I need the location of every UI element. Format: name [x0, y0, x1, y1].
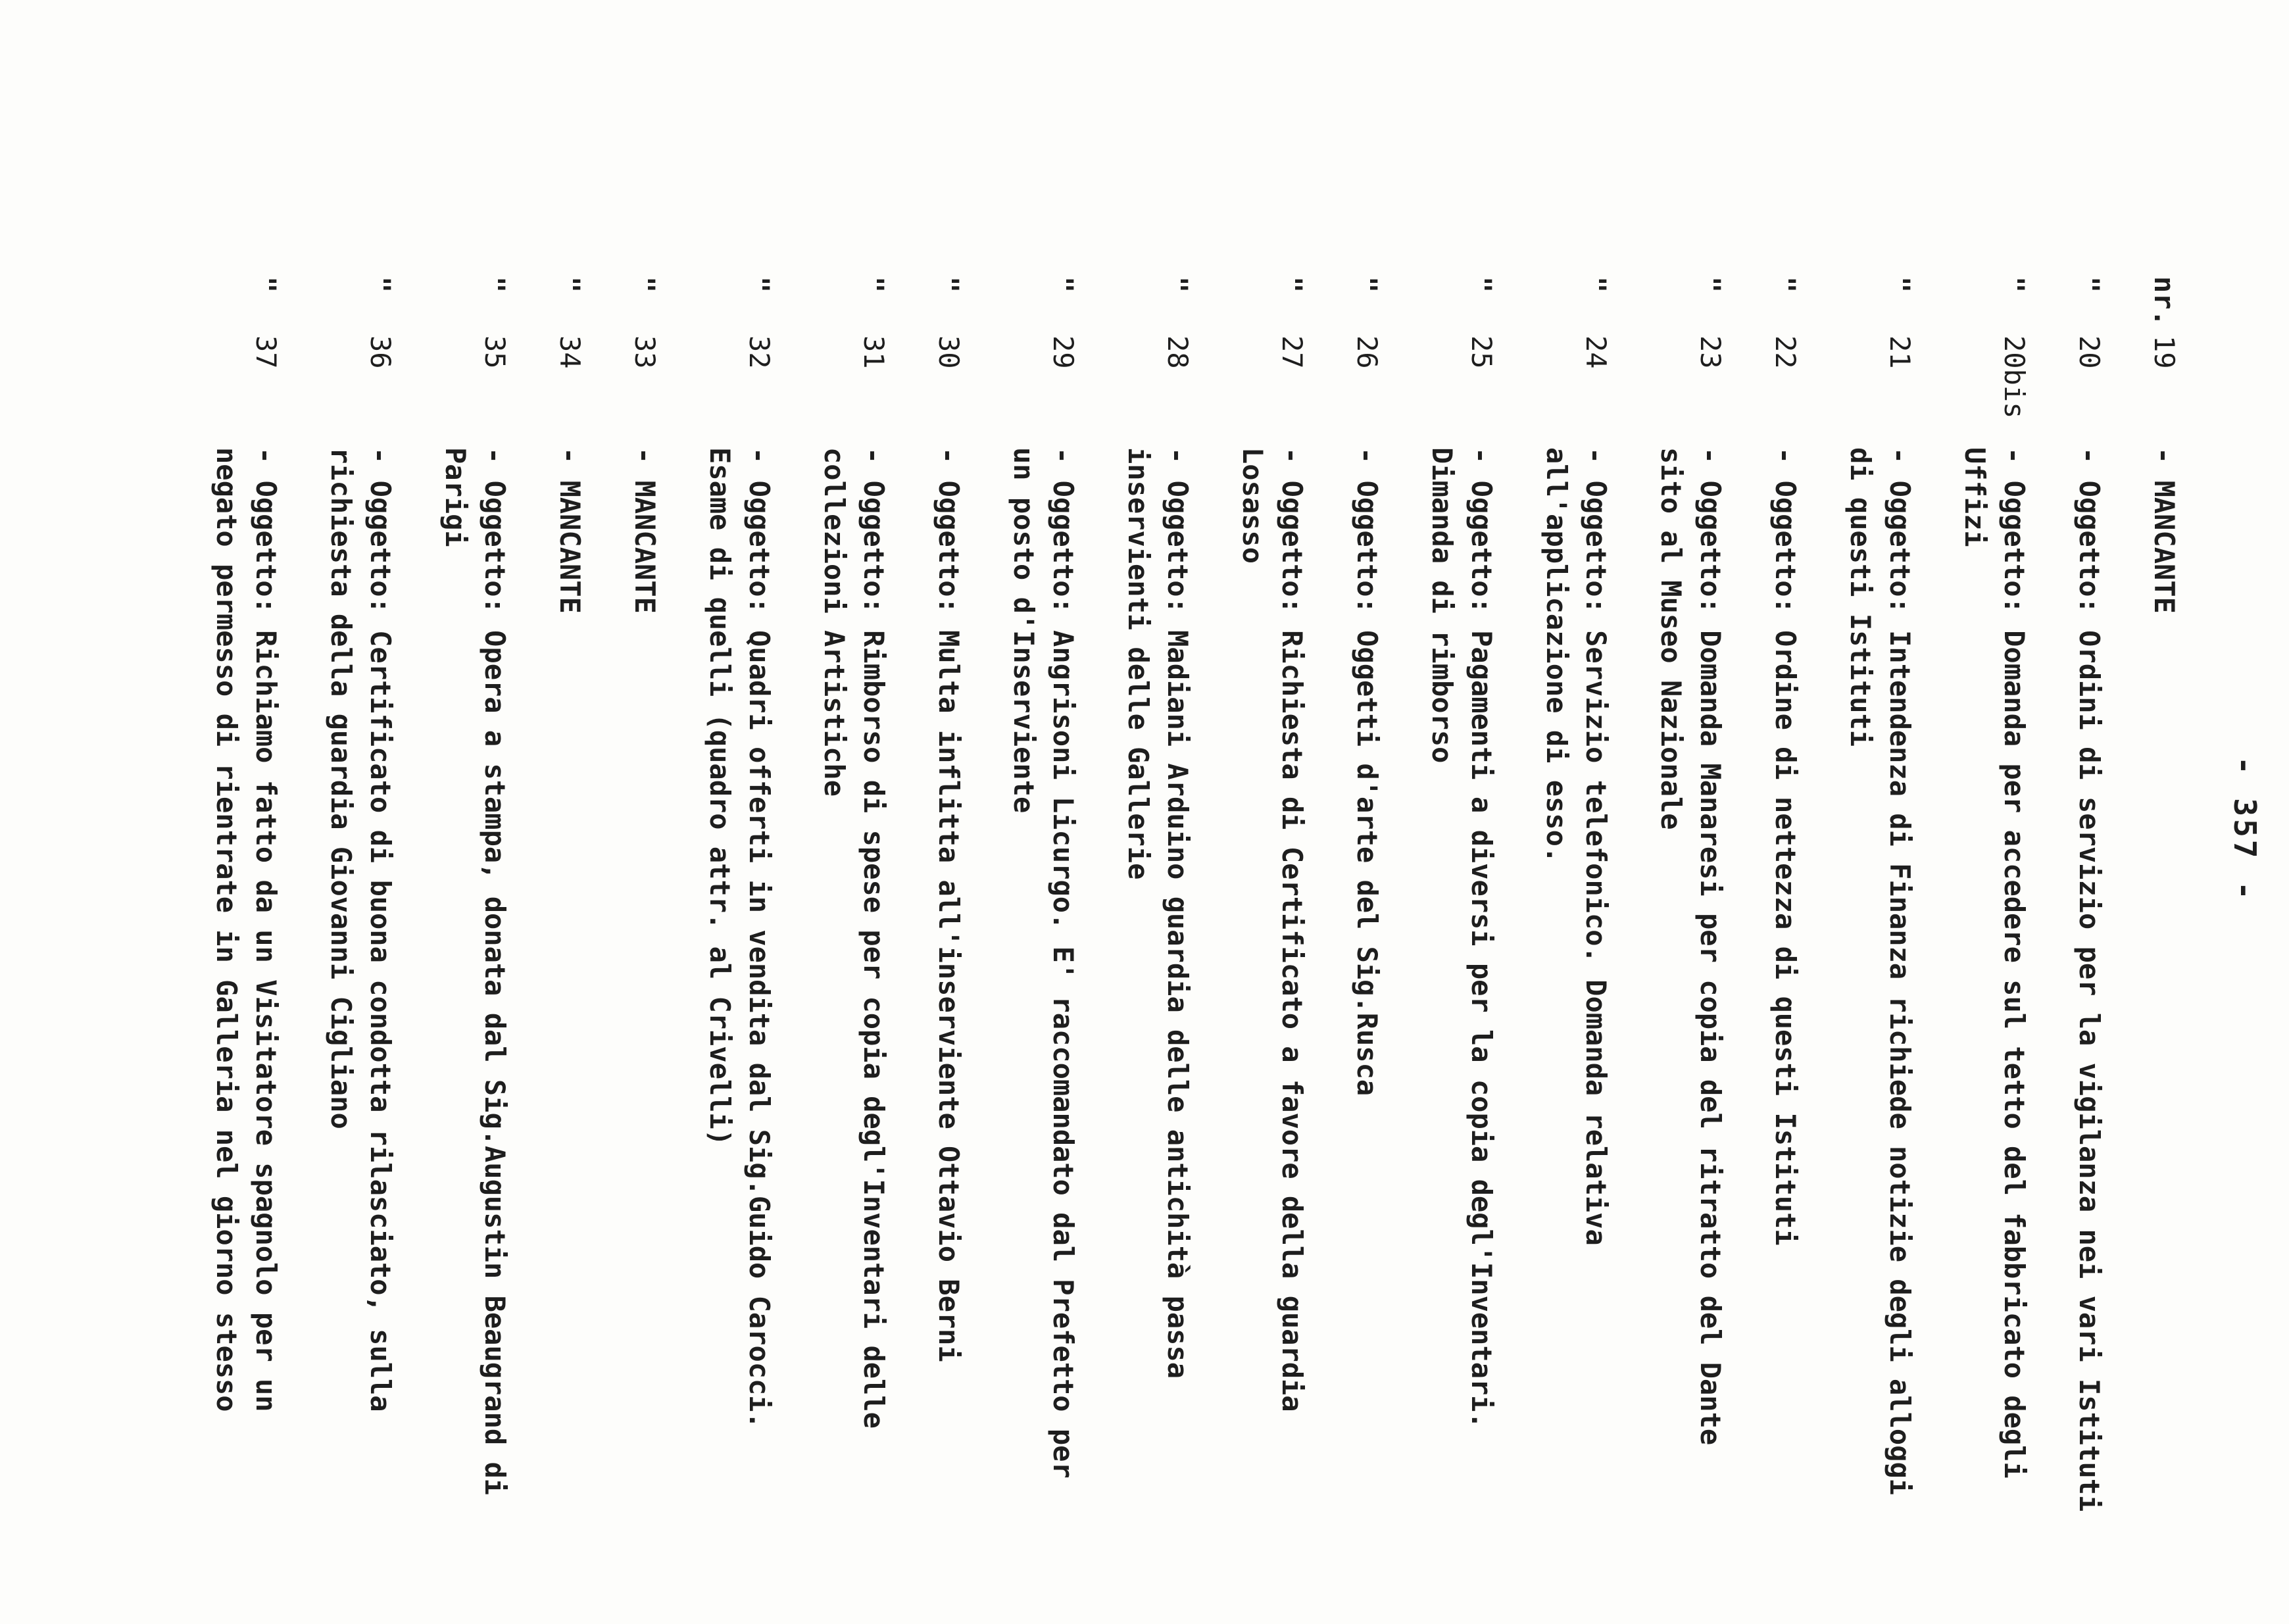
entry-mark: " — [479, 276, 511, 293]
entry-mark: nr. — [2148, 276, 2180, 326]
entry-mark: " — [629, 276, 661, 293]
entry-number: 25 — [1465, 335, 1498, 369]
entry-25 — [1422, 276, 1501, 1526]
entry-22 — [1765, 276, 1805, 1526]
entry-20bis — [1955, 276, 2034, 1526]
entry-text: - Oggetto: Domanda Manaresi per copia del ritratto del Dante sito al Museo Nazionale — [1655, 447, 1727, 1446]
entry-20 — [2069, 276, 2109, 1526]
entry-text: - Oggetto: Intendenza di Finanza richiede notizie degli alloggi di questi Istituti — [1844, 447, 1916, 1496]
entry-mark: " — [1694, 276, 1727, 293]
entry-mark: " — [743, 276, 775, 293]
entry-number: 36 — [364, 335, 397, 369]
entry-23 — [1651, 276, 1730, 1526]
entry-text: - Oggetto: Quadri offerti in vendita dal Sig.Guido Carocci. Esame di quelli (quadro attr. al Crivelli) — [704, 447, 775, 1429]
entry-mark: " — [933, 276, 965, 293]
entry-number: 33 — [629, 335, 661, 369]
entry-number: 29 — [1047, 335, 1079, 369]
entry-number: 24 — [1580, 335, 1612, 369]
entry-text: - Oggetto: Ordini di servizio per la vigilanza nei vari Istituti — [2073, 447, 2105, 1512]
entry-text: - MANCANTE — [629, 447, 661, 614]
entry-mark: " — [364, 276, 397, 293]
entry-26 — [1347, 276, 1387, 1526]
entry-34 — [550, 276, 589, 1526]
entry-mark: " — [1884, 276, 1916, 293]
entry-number: 30 — [933, 335, 965, 369]
entry-text: - Oggetto: Opera a stampa, donata dal Sig.Augustin Beaugrand di Parigi — [439, 447, 511, 1496]
entry-mark: " — [1580, 276, 1612, 293]
entry-text: - Oggetto: Servizio telefonico. Domanda relativa all'applicazione di esso. — [1540, 447, 1612, 1246]
entry-33 — [625, 276, 664, 1526]
entry-mark: " — [1162, 276, 1194, 293]
entry-27 — [1233, 276, 1312, 1526]
entry-mark: " — [1351, 276, 1383, 293]
entry-mark: " — [858, 276, 890, 293]
entry-number: 23 — [1694, 335, 1727, 369]
entry-35 — [435, 276, 514, 1526]
entry-text: - Oggetto: Angrisoni Licurgo. E' raccomandato dal Prefetto per un posto d'Inserviente — [1008, 447, 1079, 1479]
entry-37 — [207, 276, 285, 1526]
entry-text: - Oggetto: Richiesta di Certificato a favore della guardia Losasso — [1237, 447, 1308, 1412]
entry-text: - Oggetto: Multa inflitta all'inserviente Ottavio Berni — [933, 447, 965, 1362]
entry-mark: " — [1465, 276, 1498, 293]
entry-mark: " — [554, 276, 586, 293]
entry-31 — [814, 276, 893, 1526]
entry-number: 31 — [858, 335, 890, 369]
entry-number: 32 — [743, 335, 775, 369]
entry-mark: " — [1769, 276, 1802, 293]
entry-mark: " — [2073, 276, 2105, 293]
entry-mark: " — [1998, 276, 2031, 293]
entry-number: 28 — [1162, 335, 1194, 369]
page-number: - 357 - — [2227, 756, 2263, 902]
entry-mark: " — [250, 276, 282, 293]
entry-number: 35 — [479, 335, 511, 369]
entry-number: 22 — [1769, 335, 1802, 369]
entry-text: - Oggetto: Domanda per accedere sul tetto del fabbricato degli Uffizi — [1959, 447, 2031, 1479]
entry-number: 20bis — [1998, 335, 2031, 419]
entry-text: - Oggetto: Madiani Arduino guardia delle antichità passa inservienti delle Gallerie — [1122, 447, 1194, 1379]
entry-list — [171, 276, 2184, 1526]
entry-mark: " — [1276, 276, 1308, 293]
entry-number: 34 — [554, 335, 586, 369]
entry-text: - Oggetto: Rimborso di spese per copia degl'Inventari delle collezioni Artistiche — [818, 447, 890, 1429]
entry-21 — [1840, 276, 1919, 1526]
entry-number: 27 — [1276, 335, 1308, 369]
entry-29 — [1004, 276, 1083, 1526]
entry-text: - Oggetto: Richiamo fatto da un Visitatore spagnolo per un negato permesso di rientrate in Galleria nel giorno stesso — [210, 447, 282, 1412]
entry-text: - Oggetto: Certificato di buona condotta rilasciato, sulla richiesta della guardia Giovanni Cigliano — [325, 447, 397, 1412]
entry-number: 19 — [2148, 335, 2180, 369]
entry-text: - MANCANTE — [2148, 447, 2180, 614]
entry-text: - MANCANTE — [554, 447, 586, 614]
entry-19 — [2144, 276, 2184, 1526]
entry-number: 20 — [2073, 335, 2105, 369]
entry-number: 21 — [1884, 335, 1916, 369]
entry-number: 26 — [1351, 335, 1383, 369]
entry-30 — [929, 276, 968, 1526]
entry-text: - Oggetto: Oggetti d'arte del Sig.Rusca — [1351, 447, 1383, 1096]
entry-28 — [1118, 276, 1197, 1526]
entry-36 — [321, 276, 400, 1526]
entry-number: 37 — [250, 335, 282, 369]
entry-text: - Oggetto: Ordine di nettezza di questi Istituti — [1769, 447, 1802, 1246]
entry-text: - Oggetto: Pagamenti a diversi per la copia degl'Inventari. Dimanda di rimborso — [1426, 447, 1498, 1429]
entry-32 — [700, 276, 779, 1526]
entry-mark: " — [1047, 276, 1079, 293]
entry-24 — [1537, 276, 1615, 1526]
